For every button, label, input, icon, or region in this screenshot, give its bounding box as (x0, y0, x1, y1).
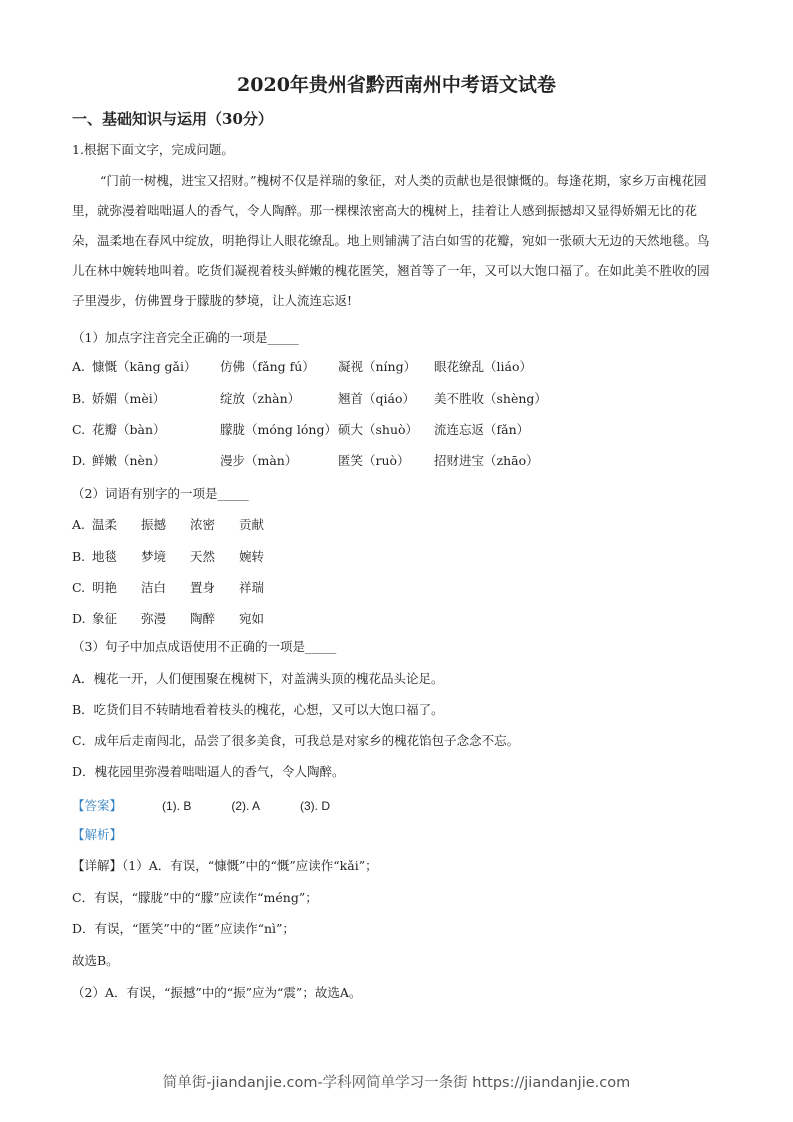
passage-text: “门前一树槐，进宝又招财。”槐树不仅是祥瑞的象征，对人类的贡献也是很慷慨的。每逢花期，家乡万亩槐花园里，就弥漫着咄咄逼人的香气，令人陶醉。那一棵棵浓密高大的槐树上，挂着让人感到振撼却又显得娇媚无比的花朵，温柔地在春风中绽放，明艳得让人眼花缭乱。地上则铺满了洁白如雪的花瓣，宛如一张硕大无边的天然地毯。鸟儿在林中婉转地叫着。吃货们凝视着枝头鲜嫩的槐花匿笑，翘首等了一年，又可以大饱口福了。在如此美不胜收的园子里漫步，仿佛置身于朦胧的梦境，让人流连忘返! (72, 173, 710, 308)
analysis-tag: 【解析】 (72, 827, 123, 842)
option-item: 招财进宝（zhāo） (434, 453, 539, 468)
option-item: 漫步（màn） (220, 453, 298, 468)
detail-line: （2）A．有误，“振撼”中的“振”应为“震”；故选A。 (72, 985, 362, 1000)
option-item: 花瓣（bàn） (92, 422, 166, 437)
answer-3: (3). D (300, 799, 330, 813)
sub1-option-d (72, 451, 594, 469)
question-intro: 1.根据下面文字，完成问题。 (72, 142, 234, 157)
option-item: 娇媚（mèi） (92, 391, 166, 406)
sub3-option-d: D．槐花园里弥漫着咄咄逼人的香气，令人陶醉。 (72, 764, 345, 779)
answer-2: (2). A (231, 799, 261, 813)
answer-row (72, 796, 330, 814)
sub3-option-a: A．槐花一开，人们便围聚在槐树下，对盖满头顶的槐花品头论足。 (72, 671, 444, 686)
option-item: 硕大（shuò） (338, 422, 419, 437)
option-item: 贡献 (239, 517, 265, 532)
passage (72, 166, 720, 316)
option-item: 陶醉 (190, 611, 216, 626)
option-item: 明艳 (92, 580, 118, 595)
option-item: 婉转 (239, 549, 265, 564)
sub2-option-b (72, 547, 288, 565)
option-item: 祥瑞 (239, 580, 265, 595)
detail-line: C．有误，“朦胧”中的“朦”应读作“méng”； (72, 890, 318, 905)
footer-watermark: 简单街-jiandanjie.com-学科网简单学习一条街 https://jiandanjie.com (162, 1075, 631, 1091)
option-label: C. (72, 422, 86, 437)
option-item: 绽放（zhàn） (220, 391, 301, 406)
option-label: C. (72, 580, 86, 595)
option-item: 置身 (190, 580, 216, 595)
option-label: A. (72, 517, 86, 532)
option-item: 地毯 (92, 549, 118, 564)
answer-tag: 【答案】 (72, 798, 123, 813)
section-heading: 一、基础知识与运用（30分） (72, 110, 273, 128)
sub-question-1: （1）加点字注音完全正确的一项是_____ (72, 330, 299, 345)
option-label: A. (72, 359, 86, 374)
option-label: D. (72, 453, 86, 468)
option-label: D. (72, 611, 86, 626)
option-label: B. (72, 549, 86, 564)
option-label: B. (72, 391, 86, 406)
option-item: 仿佛（fǎng fú） (220, 359, 315, 374)
sub1-option-c (72, 420, 594, 438)
option-item: 匿笑（ruò） (338, 453, 410, 468)
option-item: 天然 (190, 549, 216, 564)
detail-line: 【详解】（1）A．有误，“慷慨”中的“慨”应读作“kǎi”； (72, 858, 378, 873)
sub-question-3: （3）句子中加点成语使用不正确的一项是_____ (72, 639, 337, 654)
answer-1: (1). B (162, 799, 192, 813)
option-item: 洁白 (141, 580, 167, 595)
detail-line: D．有误，“匿笑”中的“匿”应读作“nì”； (72, 921, 295, 936)
sub-question-2: （2）词语有别字的一项是_____ (72, 486, 249, 501)
option-item: 宛如 (239, 611, 265, 626)
sub3-option-c: C．成年后走南闯北，品尝了很多美食，可我总是对家乡的槐花馅包子念念不忘。 (72, 733, 520, 748)
option-item: 鲜嫩（nèn） (92, 453, 166, 468)
option-item: 眼花缭乱（liáo） (434, 359, 532, 374)
sub2-option-d (72, 609, 288, 627)
detail-line: 故选B。 (72, 953, 119, 968)
sub2-option-c (72, 578, 288, 596)
option-item: 浓密 (190, 517, 216, 532)
sub2-option-a (72, 515, 288, 533)
option-item: 美不胜收（shèng） (434, 391, 547, 406)
option-item: 朦胧（móng lóng） (220, 422, 337, 437)
sub3-option-b: B．吃货们目不转睛地看着枝头的槐花，心想，又可以大饱口福了。 (72, 702, 444, 717)
page-title: 2020年贵州省黔西南州中考语文试卷 (237, 74, 556, 96)
option-item: 温柔 (92, 517, 118, 532)
option-item: 弥漫 (141, 611, 167, 626)
option-item: 象征 (92, 611, 118, 626)
option-item: 梦境 (141, 549, 167, 564)
option-item: 慷慨（kāng gǎi） (92, 359, 197, 374)
option-item: 凝视（níng） (338, 359, 417, 374)
sub1-option-a (72, 357, 594, 375)
sub1-option-b (72, 389, 594, 407)
option-item: 振撼 (141, 517, 167, 532)
option-item: 翘首（qiáo） (338, 391, 415, 406)
option-item: 流连忘返（fǎn） (434, 422, 530, 437)
